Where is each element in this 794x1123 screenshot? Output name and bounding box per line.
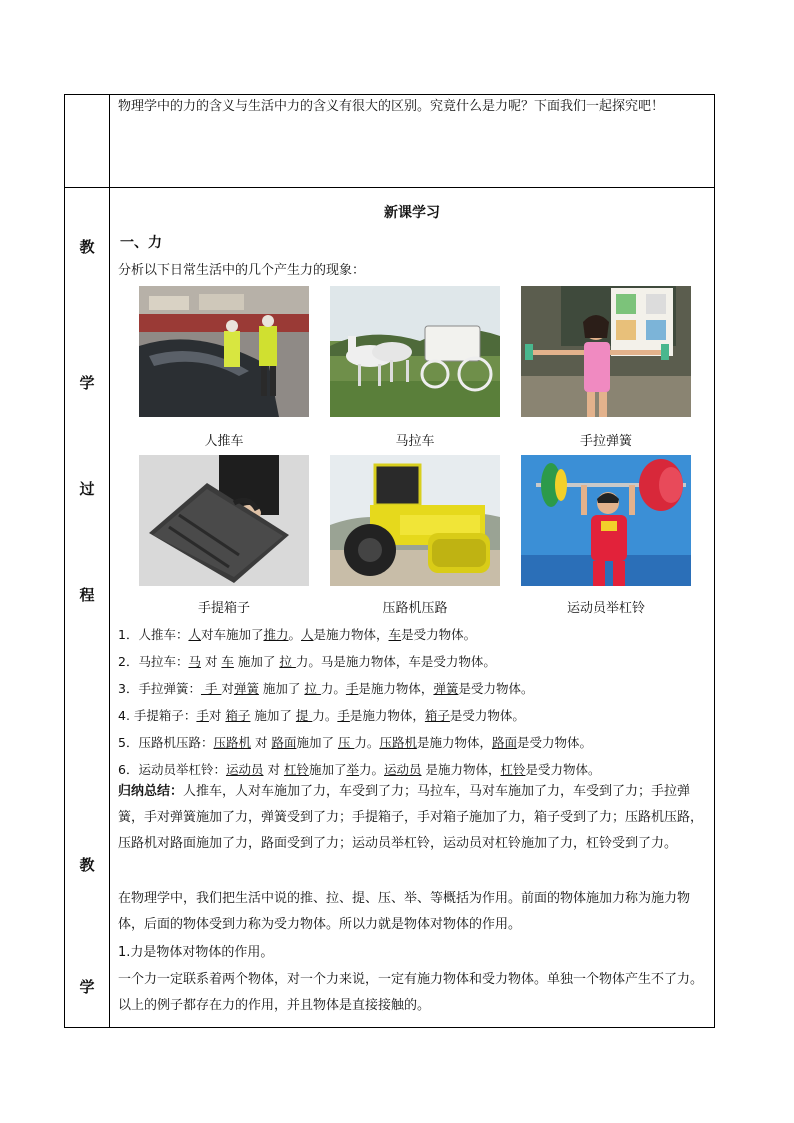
caption-spring-pull: 手拉弹簧	[579, 434, 632, 449]
item-1: 1．人推车：人对车施加了推力。人是施力物体，车是受力物体。	[118, 627, 477, 642]
caption-horse-carriage: 马拉车	[395, 434, 435, 449]
side-char-1: 教	[79, 238, 95, 256]
photo-horse-carriage	[330, 286, 500, 417]
side-char-5: 教	[79, 856, 95, 874]
section-title: 新课学习	[384, 205, 440, 221]
content-cell	[110, 188, 715, 1028]
summary-text: 人推车，人对车施加了力，车受到了力；马拉车，马对车施加了力，车受到了力；手拉弹簧，手对弹簧施加了力，弹簧受到了力；手提箱子，手对箱子施加了力，箱子受到了力；压路机压路，压路机对路面施加了力，路面受到了力；运动员举杠铃，运动员对杠铃施加了力，杠铃受到了力。	[118, 784, 704, 851]
side-char-2: 学	[79, 374, 95, 392]
explanation-paragraph: 一个力一定联系着两个物体，对一个力来说，一定有施力物体和受力物体。单独一个物体产生不了力。以上的例子都存在力的作用，并且物体是直接接触的。	[118, 972, 704, 1013]
caption-suitcase: 手提箱子	[197, 601, 250, 616]
side-char-4: 程	[79, 586, 95, 604]
caption-weightlifter: 运动员举杠铃	[566, 601, 645, 616]
photo-spring-pull	[521, 286, 691, 417]
item-5: 5．压路机压路：压路机 对 路面施加了 压 力。压路机是施力物体，路面是受力物体。	[118, 735, 592, 750]
heading-force: 一、力	[120, 235, 162, 251]
photo-suitcase	[139, 455, 309, 586]
intro-text: 物理学中的力的含义与生活中力的含义有很大的区别。究竟什么是力呢？下面我们一起探究吧！	[118, 99, 665, 114]
summary-paragraph	[118, 779, 704, 857]
photo-road-roller	[330, 455, 500, 586]
side-char-3: 过	[79, 480, 95, 498]
item-4: 4. 手提箱子：手对 箱子 施加了 提 力。手是施力物体，箱子是受力物体。	[118, 708, 525, 723]
point-1: 1.力是物体对物体的作用。	[118, 945, 274, 960]
item-3: 3．手拉弹簧： 手 对弹簧 施加了 拉 力。手是施力物体，弹簧是受力物体。	[118, 681, 534, 696]
item-2: 2．马拉车：马 对 车 施加了 拉 力。马是施力物体，车是受力物体。	[118, 654, 496, 669]
photo-weightlifter	[521, 455, 691, 586]
left-cell-top	[65, 95, 110, 188]
caption-push-car: 人推车	[204, 434, 244, 449]
item-6: 6．运动员举杠铃：运动员 对 杠铃施加了举力。运动员 是施力物体，杠铃是受力物体。	[118, 762, 601, 777]
summary-label: 归纳总结：	[118, 784, 184, 799]
teaching-process-label	[65, 188, 110, 1028]
lesson-table	[64, 94, 715, 1028]
side-char-6: 学	[79, 978, 95, 996]
intro-cell	[110, 95, 715, 188]
lead-text: 分析以下日常生活中的几个产生力的现象：	[118, 263, 366, 278]
photo-push-car	[139, 286, 309, 417]
definition-paragraph: 在物理学中，我们把生活中说的推、拉、提、压、举、等概括为作用。前面的物体施加力称为施力物体，后面的物体受到力称为受力物体。所以力就是物体对物体的作用。	[118, 891, 691, 932]
caption-road-roller: 压路机压路	[382, 601, 448, 616]
